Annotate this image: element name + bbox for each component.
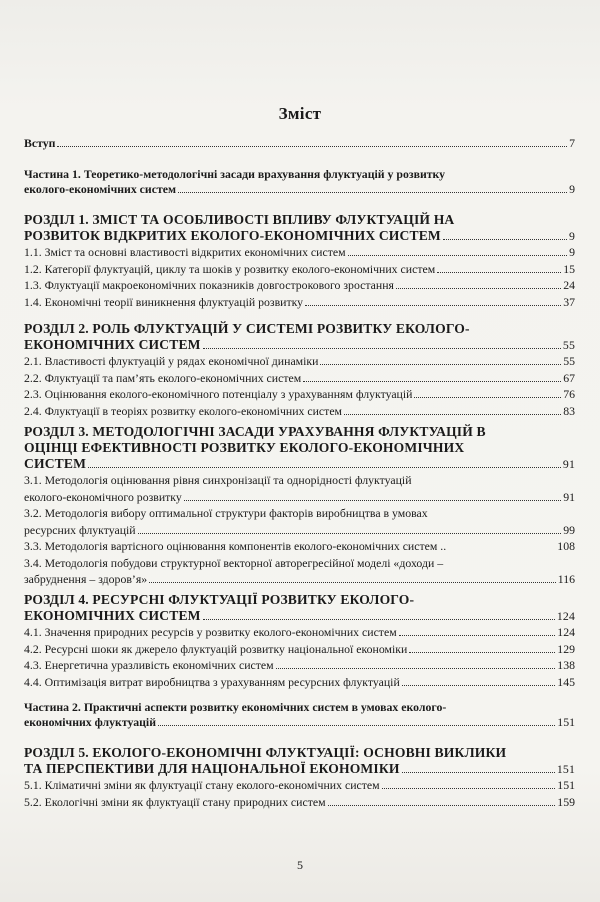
toc-section [24, 353, 575, 370]
chapter-title-line1: РОЗДІЛ 1. ЗМІСТ ТА ОСОБЛИВОСТІ ВПЛИВУ ФЛУКТУАЦІЙ НА [24, 212, 455, 227]
section-title: 4.2. Ресурсні шоки як джерело флуктуацій розвитку національної економіки [24, 641, 408, 656]
toc-entry-title: Вступ [24, 136, 56, 150]
page-title: Зміст [278, 104, 322, 123]
toc-part-2 [24, 700, 575, 730]
toc-page-number: 99 [563, 522, 575, 537]
dot-leader [437, 272, 561, 273]
toc-section [24, 489, 575, 506]
toc-section [24, 386, 575, 403]
toc-section [24, 244, 575, 261]
toc-page-number: 151 [557, 778, 575, 792]
toc-page-number: 91 [562, 457, 575, 471]
toc-page-number: 83 [563, 403, 575, 418]
dot-leader [184, 500, 561, 501]
dot-leader [344, 414, 561, 415]
toc-section [24, 370, 575, 387]
dot-leader [402, 685, 556, 686]
section-title: 5.2. Екологічні зміни як флуктуації стану природних систем [24, 794, 326, 809]
toc-part-title-line1: Частина 1. Теоретико-методологічні засади врахування флуктуацій у розвитку [24, 167, 446, 181]
toc-page-number: 138 [557, 658, 575, 672]
dot-leader [320, 364, 561, 365]
section-title: 2.4. Флуктуації в теоріях розвитку еколого-економічних систем [24, 403, 343, 418]
chapter-title-line2: РОЗВИТОК ВІДКРИТИХ ЕКОЛОГО-ЕКОНОМІЧНИХ СИСТЕМ [24, 228, 441, 243]
toc-section [24, 261, 575, 278]
chapter-title-line2: ЕКОНОМІЧНИХ СИСТЕМ [24, 337, 201, 352]
toc-chapter-4 [24, 592, 575, 690]
toc-entry [24, 136, 575, 151]
toc-chapter-5 [24, 745, 575, 810]
dot-leader [303, 381, 561, 382]
toc-entry [24, 608, 575, 624]
toc-page-number: 24 [563, 278, 575, 292]
section-title-line1: 3.1. Методологія оцінювання рівня синхронізації та однорідності флуктуацій [24, 473, 412, 487]
toc-section [24, 794, 575, 811]
dot-leader [158, 725, 555, 726]
toc-page-number: 55 [563, 354, 575, 368]
toc-page-number: 76 [563, 387, 575, 401]
toc-entry [24, 761, 575, 777]
section-title: 4.3. Енергетична уразливість економічних систем [24, 658, 274, 672]
dot-leader [409, 652, 555, 653]
dot-leader [402, 772, 555, 773]
toc-part-title-line1: Частина 2. Практичні аспекти розвитку економічних систем в умовах еколого- [24, 700, 447, 714]
toc-section [24, 403, 575, 420]
toc-page-number: 151 [557, 715, 575, 729]
chapter-title-line2: ОЦІНЦІ ЕФЕКТИВНОСТІ РОЗВИТКУ ЕКОЛОГО-ЕКОНОМІЧНИХ [24, 440, 465, 455]
section-title: забруднення – здоров’я» [24, 572, 148, 586]
chapter-title-line1: РОЗДІЛ 2. РОЛЬ ФЛУКТУАЦІЙ У СИСТЕМІ РОЗВИТКУ ЕКОЛОГО- [24, 321, 470, 336]
toc-section [24, 657, 575, 674]
toc-page-number: 124 [557, 625, 575, 639]
section-title: 1.4. Економічні теорії виникнення флуктуацій розвитку [24, 294, 304, 309]
toc-section [24, 571, 575, 588]
toc-entry [24, 182, 575, 197]
toc-section [24, 294, 575, 311]
section-title: 2.3. Оцінювання еколого-економічного потенціалу з урахуванням флуктуацій [24, 387, 413, 401]
toc-entry [24, 228, 575, 244]
toc-section [24, 538, 575, 555]
section-title-line1: 3.2. Методологія вибору оптимальної структури факторів виробництва в умовах [24, 506, 428, 520]
toc-section [24, 777, 575, 794]
toc-intro [24, 136, 575, 151]
dot-leader [88, 467, 561, 468]
chapter-title-line2: ЕКОНОМІЧНИХ СИСТЕМ [24, 608, 201, 623]
toc-page-number: 129 [557, 641, 575, 656]
toc-part-1 [24, 167, 575, 197]
toc-page-number: 9 [569, 245, 575, 259]
toc-chapter-3 [24, 424, 575, 588]
toc-page-number: 9 [569, 182, 575, 196]
chapter-title-line1: РОЗДІЛ 3. МЕТОДОЛОГІЧНІ ЗАСАДИ УРАХУВАННЯ ФЛУКТУАЦІЙ В [24, 424, 486, 439]
toc-page-number: 116 [557, 572, 575, 586]
dot-leader [443, 239, 567, 240]
toc-page-number: 159 [557, 794, 575, 809]
dot-leader [149, 582, 556, 583]
section-title: 4.4. Оптимізація витрат виробництва з урахуванням ресурсних флуктуацій [24, 674, 400, 689]
toc-entry [24, 456, 575, 472]
section-title: ресурсних флуктуацій [24, 522, 136, 537]
section-title: 2.2. Флуктуації та пам’ять еколого-економічних систем [24, 370, 302, 385]
section-title: 3.3. Методологія вартісного оцінювання компонентів еколого-економічних систем .. [24, 539, 447, 553]
dot-leader [57, 146, 567, 147]
section-title: 5.1. Кліматичні зміни як флуктуації стану еколого-економічних систем [24, 778, 380, 792]
dot-leader [348, 255, 568, 256]
section-title: 4.1. Значення природних ресурсів у розвитку еколого-економічних систем [24, 625, 397, 639]
toc-page-number: 108 [557, 539, 575, 553]
toc-page-number: 67 [563, 370, 575, 385]
dot-leader [138, 533, 562, 534]
section-title-line1: 3.4. Методологія побудови структурної векторної авторегресійної моделі «доходи – [24, 555, 444, 570]
toc-section [24, 641, 575, 658]
toc-page-number: 91 [563, 489, 575, 504]
toc-chapter-1 [24, 212, 575, 310]
dot-leader [305, 305, 561, 306]
toc-page-number: 124 [556, 609, 575, 623]
chapter-title-line1: РОЗДІЛ 4. РЕСУРСНІ ФЛУКТУАЦІЇ РОЗВИТКУ ЕКОЛОГО- [24, 592, 415, 607]
section-title: 1.2. Категорії флуктуацій, циклу та шоків у розвитку еколого-економічних систем [24, 261, 436, 276]
toc-part-title-line2: еколого-економічних систем [24, 182, 177, 196]
dot-leader [276, 668, 556, 669]
section-title: еколого-економічного розвитку [24, 489, 182, 504]
toc-entry [24, 715, 575, 730]
dot-leader [203, 348, 561, 349]
dot-leader [203, 619, 555, 620]
toc-page-number: 145 [557, 674, 575, 689]
dot-leader [414, 397, 561, 398]
toc-section [24, 277, 575, 294]
chapter-title-line1: РОЗДІЛ 5. ЕКОЛОГО-ЕКОНОМІЧНІ ФЛУКТУАЦІЇ: ОСНОВНІ ВИКЛИКИ [24, 745, 507, 760]
dot-leader [396, 288, 561, 289]
dot-leader [178, 192, 567, 193]
toc-page-number: 9 [568, 229, 575, 243]
chapter-title-line2: ТА ПЕРСПЕКТИВИ ДЛЯ НАЦІОНАЛЬНОЇ ЕКОНОМІКИ [24, 761, 400, 776]
toc-chapter-2 [24, 321, 575, 419]
chapter-title-line3: СИСТЕМ [24, 456, 87, 471]
toc-page-number: 7 [569, 136, 575, 150]
section-title: 2.1. Властивості флуктуацій у рядах економічної динаміки [24, 354, 319, 368]
toc-section [24, 674, 575, 691]
dot-leader [382, 788, 556, 789]
page-number: 5 [297, 858, 303, 872]
dot-leader [399, 635, 556, 636]
toc-page-number: 151 [556, 762, 575, 776]
section-title: 1.3. Флуктуації макроекономічних показників довгострокового зростання [24, 278, 394, 292]
toc-page-number: 37 [563, 294, 575, 309]
toc-part-title-line2: економічних флуктуацій [24, 715, 156, 729]
toc-section [24, 522, 575, 539]
toc-page-number: 15 [563, 261, 575, 276]
section-title: 1.1. Зміст та основні властивості відкритих економічних систем [24, 245, 346, 259]
toc-section [24, 624, 575, 641]
dot-leader [328, 805, 556, 806]
toc-entry [24, 337, 575, 353]
toc-page-number: 55 [562, 338, 575, 352]
